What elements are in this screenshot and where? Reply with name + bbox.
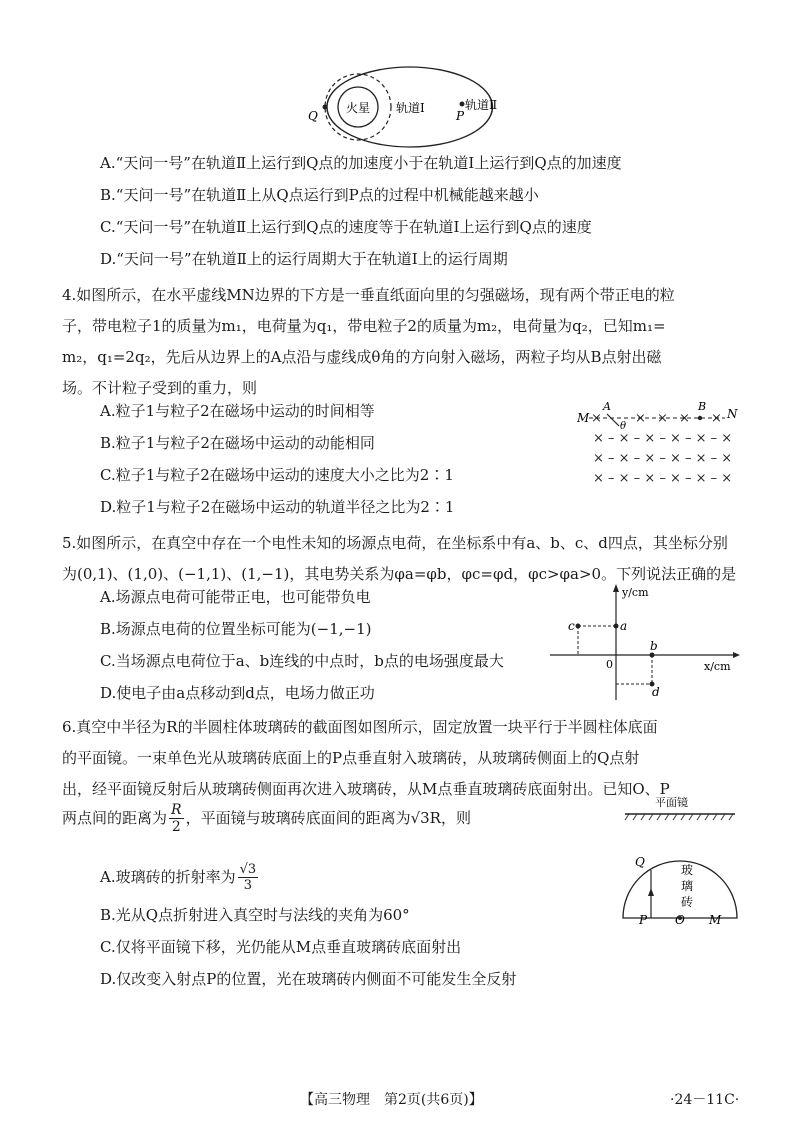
label-m: M: [709, 913, 722, 926]
point-c: [576, 624, 581, 629]
fraction-numerator: R: [171, 802, 182, 818]
q3-option-d: D.“天问一号”在轨道Ⅱ上的运行周期大于在轨道Ⅰ上的运行周期: [100, 250, 508, 268]
q6-option-b: B.光从Q点折射进入真空时与法线的夹角为60°: [100, 906, 410, 924]
q6-option-a-text: A.玻璃砖的折射率为: [100, 867, 236, 886]
label-o: O: [675, 913, 685, 926]
x-axis-label: x/cm: [704, 660, 731, 673]
q5-option-c: C.当场源点电荷位于a、b连线的中点时，b点的电场强度最大: [100, 652, 504, 670]
orbit-figure: [290, 62, 520, 152]
cross: ×: [591, 411, 602, 426]
cross: ×: [711, 411, 722, 426]
label-q: Q: [635, 855, 645, 869]
fraction-r-over-2: [169, 802, 184, 835]
label-theta: θ: [620, 421, 627, 432]
q3-option-c: C.“天问一号”在轨道Ⅱ上运行到Q点的速度等于在轨道Ⅰ上运行到Q点的速度: [100, 218, 592, 236]
glass-label-3: 砖: [681, 895, 694, 909]
y-axis-arrow: [613, 584, 619, 592]
q6-stem: [62, 712, 752, 805]
label-b: B: [698, 400, 707, 413]
label-m: M: [577, 411, 590, 425]
y-axis-label: y/cm: [622, 586, 649, 599]
glass-mirror-figure: [615, 796, 765, 926]
point-q-dot: [323, 105, 328, 110]
q6-line-2: 的平面镜。一束单色光从玻璃砖底面上的P点垂直射入玻璃砖，从玻璃砖侧面上的Q点射: [62, 749, 640, 767]
origin-label: 0: [606, 658, 613, 671]
point-b: [650, 653, 655, 658]
glass-label-2: 璃: [681, 879, 694, 893]
label-a: a: [620, 619, 628, 633]
q4-option-b: B.粒子1与粒子2在磁场中运动的动能相同: [100, 434, 375, 452]
q4-line-1: 4.如图所示，在水平虚线MN边界的下方是一垂直纸面向里的匀强磁场，现有两个带正电的粒: [62, 286, 675, 304]
incident-ray: [607, 414, 619, 426]
mirror-hatch: [625, 814, 733, 820]
mars-label: 火星: [346, 101, 371, 115]
q6-option-a: [100, 862, 260, 893]
q4-option-c: C.粒子1与粒子2在磁场中运动的速度大小之比为2∶1: [100, 466, 454, 484]
cross: × – × – × – × – × – ×: [593, 471, 733, 486]
fraction-denominator: 2: [171, 819, 181, 835]
q6-line-4: [62, 802, 471, 835]
cross: ×: [635, 411, 646, 426]
light-ray-arrow: [648, 888, 654, 896]
q4-line-3: m₂，q₁=2q₂，先后从边界上的A点沿与虚线成θ角的方向射入磁场，两粒子均从B点射出磁: [62, 348, 662, 366]
q5-line-1: 5.如图所示，在真空中存在一个电性未知的场源点电荷，在坐标系中有a、b、c、d四点，其坐标分别: [62, 534, 728, 552]
label-b: b: [650, 639, 658, 653]
label-d: d: [652, 685, 660, 699]
q4-stem: [62, 280, 752, 404]
q5-option-b: B.场源点电荷的位置坐标可能为(−1,−1): [100, 620, 372, 638]
q6-option-d: D.仅改变入射点P的位置，光在玻璃砖内侧面不可能发生全反射: [100, 970, 517, 988]
fraction-sqrt3-over-3: [238, 862, 259, 893]
q4-option-d: D.粒子1与粒子2在磁场中运动的轨道半径之比为2∶1: [100, 498, 455, 516]
point-q-label: Q: [308, 109, 318, 123]
q3-option-a: A.“天问一号”在轨道Ⅱ上运行到Q点的加速度小于在轨道Ⅰ上运行到Q点的加速度: [100, 154, 622, 172]
q6-option-c: C.仅将平面镜下移，光仍能从M点垂直玻璃砖底面射出: [100, 938, 462, 956]
point-a: [614, 624, 619, 629]
point-p-dot: [460, 102, 465, 107]
cross: × – × – × – × – × – ×: [593, 431, 733, 446]
semicircle-glass: [623, 861, 737, 918]
footer-code: ·24－11C·: [670, 1092, 740, 1108]
label-a: A: [603, 400, 611, 413]
fraction-numerator: √3: [239, 862, 257, 877]
q6-line-4a: 两点间的距离为: [62, 808, 168, 827]
footer-page-info: 【高三物理 第2页(共6页)】: [300, 1092, 483, 1108]
x-axis-arrow: [733, 652, 740, 658]
label-p: P: [639, 913, 648, 926]
orbit-1-label: 轨道Ⅰ: [396, 101, 425, 115]
q4-line-4: 场。不计粒子受到的重力，则: [62, 379, 258, 397]
point-p-label: P: [456, 109, 465, 123]
q4-line-2: 子，带电粒子1的质量为m₁，电荷量为q₁，带电粒子2的质量为m₂，电荷量为q₂，已知m₁=: [62, 317, 666, 335]
q3-option-b: B.“天问一号”在轨道Ⅱ上从Q点运行到P点的过程中机械能越来越小: [100, 186, 539, 204]
magnetic-field-figure: [575, 400, 740, 490]
q4-option-a: A.粒子1与粒子2在磁场中运动的时间相等: [100, 402, 375, 420]
q6-line-4b: ，平面镜与玻璃砖底面间的距离为√3R，则: [185, 808, 471, 827]
label-c: c: [568, 619, 575, 633]
q6-line-3: 出，经平面镜反射后从玻璃砖侧面再次进入玻璃砖，从M点垂直玻璃砖底面射出。已知O、P: [62, 780, 670, 798]
label-n: N: [727, 407, 738, 421]
q5-line-2: 为(0,1)、(1,0)、(−1,1)、(1,−1)，其电势关系为φa=φb，φc=φd，φc>φa>0。下列说法正确的是: [62, 565, 737, 583]
cross: ×: [657, 411, 668, 426]
cross: ×: [679, 411, 690, 426]
glass-label-1: 玻: [681, 863, 694, 877]
cross: × – × – × – × – × – ×: [593, 451, 733, 466]
coordinate-figure: [548, 580, 748, 705]
q5-option-a: A.场源点电荷可能带正电，也可能带负电: [100, 588, 371, 606]
point-b-dot: [698, 416, 702, 420]
fraction-denominator: 3: [243, 878, 253, 893]
field-crosses: [591, 411, 732, 486]
mirror-label: 平面镜: [655, 796, 688, 809]
orbit-2-label: 轨道Ⅱ: [465, 98, 498, 112]
q6-line-1: 6.真空中半径为R的半圆柱体玻璃砖的截面图如图所示，固定放置一块平行于半圆柱体底面: [62, 718, 658, 736]
q5-option-d: D.使电子由a点移动到d点，电场力做正功: [100, 684, 375, 702]
